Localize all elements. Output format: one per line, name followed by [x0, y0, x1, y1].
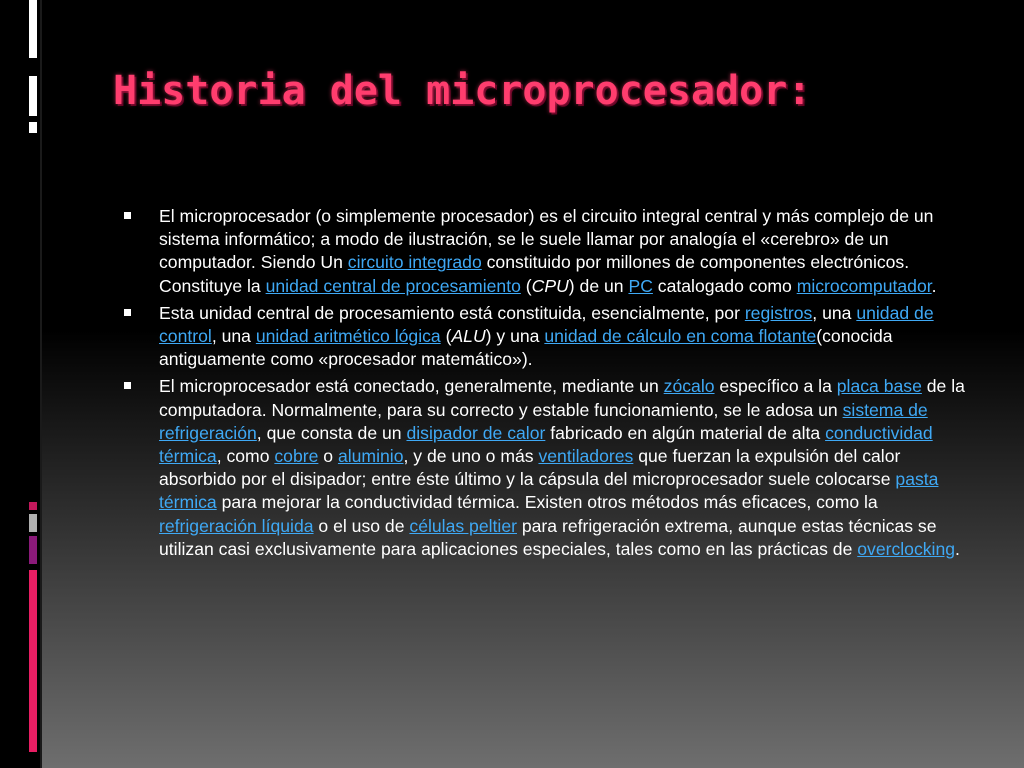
italic-text: CPU: [531, 275, 569, 296]
accent-bar: [29, 76, 37, 116]
body-text: El microprocesador (o simplemente procesador) es el circuito integral central y más complejo de un sistema informático; a modo de ilustración, se le suele llamar por analogía el «cerebro» de un computador. Siendo Un: [159, 206, 934, 273]
accent-bar: [29, 122, 37, 133]
square-bullet-icon: [124, 309, 131, 316]
hyperlink[interactable]: zócalo: [663, 376, 715, 397]
hyperlink[interactable]: PC: [628, 275, 653, 296]
body-text: catalogado como: [652, 275, 797, 296]
accent-bar: [29, 536, 37, 564]
body-text: para mejorar la conductividad térmica. Existen otros métodos más eficaces, como la: [216, 492, 878, 513]
body-text: .: [931, 275, 937, 296]
bullet-item: [118, 375, 976, 561]
hyperlink[interactable]: refrigeración líquida: [159, 515, 314, 536]
accent-bar: [29, 570, 37, 752]
slide-title: Historia del microprocesador:: [113, 68, 812, 114]
body-text: que fuerzan la expulsión del calor absorbido por el disipador; entre éste último y la cápsula del microprocesador suele colocarse: [159, 446, 901, 490]
body-text: o: [318, 446, 338, 467]
bullet-item: [118, 205, 976, 298]
hyperlink[interactable]: unidad de control: [159, 302, 934, 347]
bullet-item: [118, 302, 976, 372]
body-text: o el uso de: [313, 515, 410, 536]
accent-bar: [29, 502, 37, 510]
hyperlink[interactable]: pasta térmica: [159, 469, 939, 513]
body-text: (: [440, 326, 452, 347]
accent-bar: [29, 0, 37, 58]
body-text: (conocida antiguamente como «procesador matemático»).: [159, 326, 893, 370]
bullet-text: [159, 206, 937, 296]
hyperlink[interactable]: ventiladores: [538, 446, 634, 467]
hyperlink[interactable]: disipador de calor: [406, 422, 546, 443]
hyperlink[interactable]: aluminio: [337, 446, 404, 467]
body-text: ) de un: [568, 275, 629, 296]
body-text: para refrigeración extrema, aunque estas técnicas se utilizan casi exclusivamente para aplicaciones especiales, tales como en las prácticas de: [159, 515, 937, 559]
body-text: El microprocesador está conectado, generalmente, mediante un: [159, 376, 664, 397]
body-text: Esta unidad central de procesamiento está constituida, esencialmente, por: [159, 302, 745, 323]
hyperlink[interactable]: unidad central de procesamiento: [265, 275, 521, 296]
bullet-text: [159, 303, 934, 369]
body-text: , y de uno o más: [403, 446, 539, 467]
body-text: , como: [216, 446, 275, 467]
body-text: específico a la: [714, 376, 837, 397]
body-text: (: [520, 275, 532, 296]
bullet-list: [118, 205, 976, 565]
hyperlink[interactable]: overclocking: [857, 538, 956, 559]
accent-bar: [29, 514, 37, 532]
decorative-side-strip: [0, 0, 40, 768]
body-text: de la computadora. Normalmente, para su correcto y estable funcionamiento, se le adosa un: [159, 376, 965, 420]
hyperlink[interactable]: microcomputador: [796, 275, 932, 296]
body-text: .: [955, 538, 960, 559]
hyperlink[interactable]: registros: [744, 302, 813, 323]
hyperlink[interactable]: células peltier: [409, 515, 517, 536]
hyperlink[interactable]: circuito integrado: [347, 252, 482, 273]
hyperlink[interactable]: cobre: [274, 446, 319, 467]
body-text: constituido por millones de componentes electrónicos. Constituye la: [159, 252, 910, 296]
italic-text: ALU: [451, 326, 486, 347]
hyperlink[interactable]: conductividad térmica: [159, 422, 933, 467]
square-bullet-icon: [124, 382, 131, 389]
body-text: , una: [812, 302, 857, 323]
hyperlink[interactable]: sistema de refrigeración: [159, 399, 928, 443]
body-text: fabricado en algún material de alta: [545, 422, 826, 443]
side-strip-edge: [40, 0, 42, 768]
square-bullet-icon: [124, 212, 131, 219]
body-text: , que consta de un: [256, 422, 407, 443]
body-text: ) y una: [485, 326, 545, 347]
hyperlink[interactable]: unidad de cálculo en coma flotante: [544, 326, 817, 347]
bullet-text: [159, 376, 965, 558]
hyperlink[interactable]: placa base: [836, 376, 922, 397]
body-text: , una: [211, 326, 256, 347]
hyperlink[interactable]: unidad aritmético lógica: [255, 326, 441, 347]
